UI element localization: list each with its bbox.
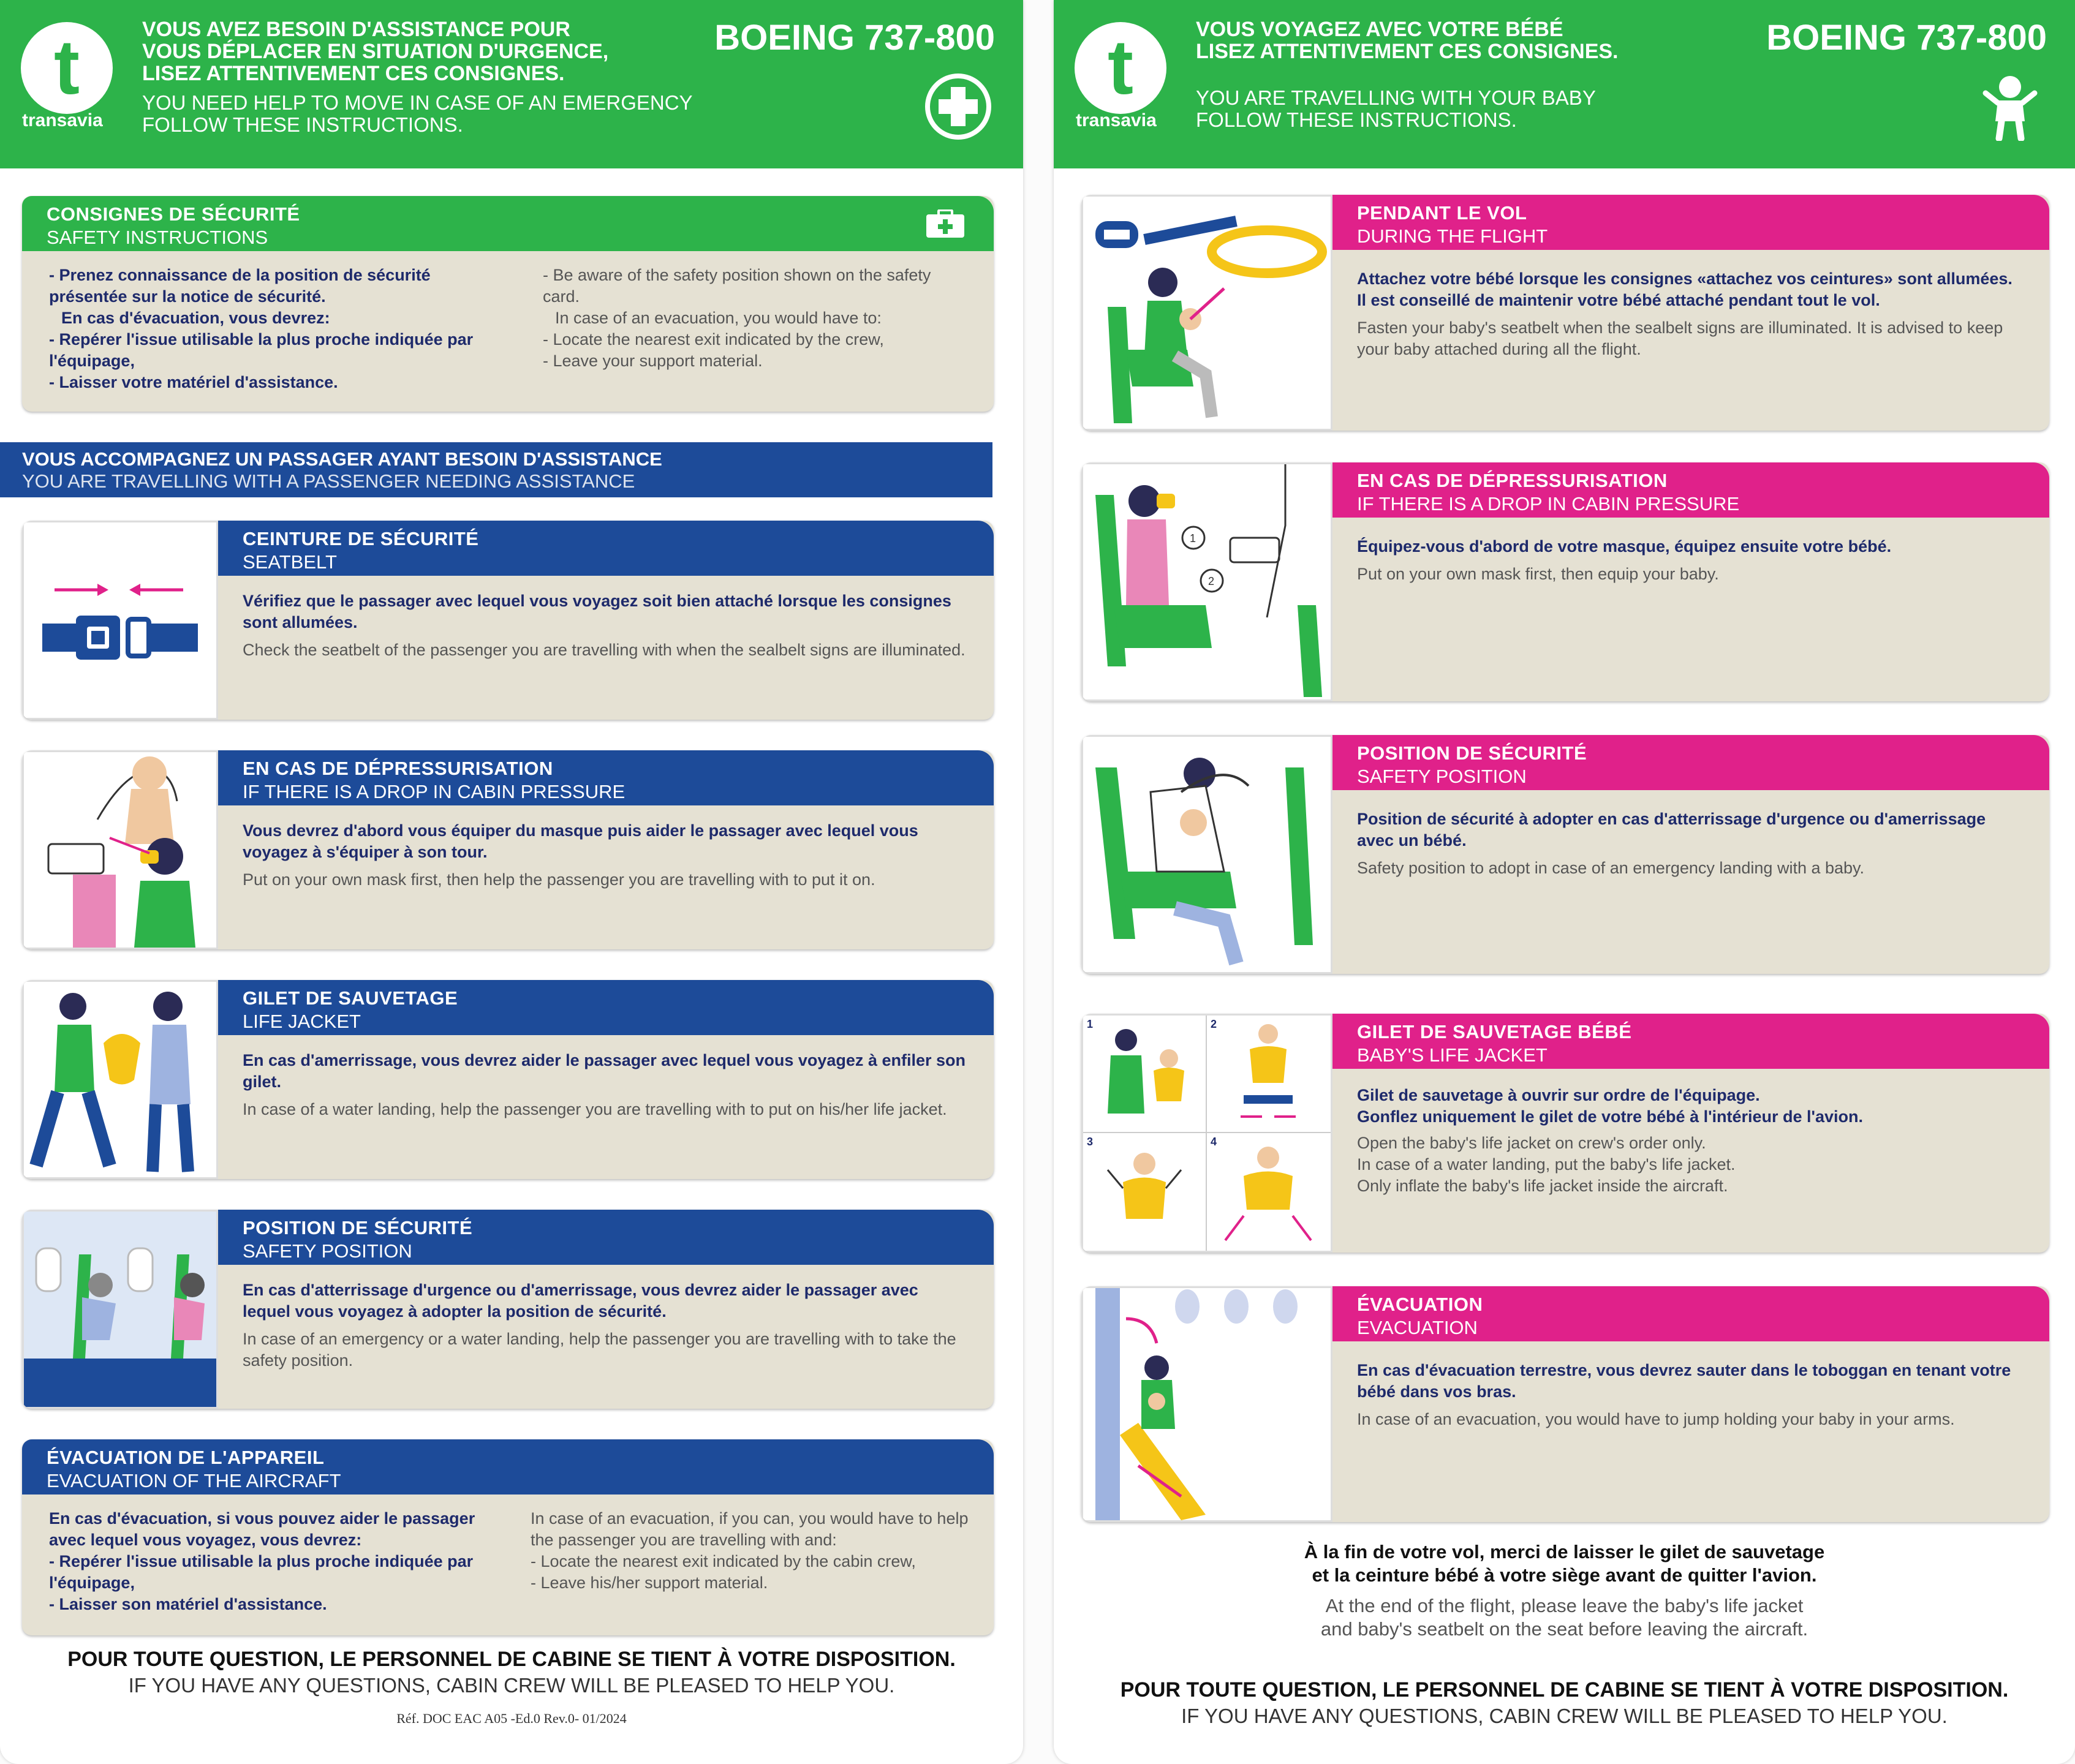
end-note-fr-1: À la fin de votre vol, merci de laisser le gilet de sauvetage bbox=[1304, 1541, 1825, 1562]
panel-depressurisation bbox=[22, 750, 994, 949]
header-title-fr: VOUS VOYAGEZ AVEC VOTRE BÉBÉ LISEZ ATTENTIVEMENT CES CONSIGNES. bbox=[1196, 18, 1619, 63]
panel-body bbox=[22, 251, 994, 412]
title-fr: EN CAS DE DÉPRESSURISATION bbox=[243, 758, 553, 779]
title-fr: ÉVACUATION bbox=[1357, 1294, 1483, 1315]
text-fr: Attachez votre bébé lorsque les consignes «attachez vos ceintures» sont allumées. Il est conseillé de maintenir votre bébé attaché pendant tout le vol. bbox=[1357, 270, 2013, 309]
text-fr-2: - Repérer l'issue utilisable la plus proche indiquée par l'équipage, bbox=[49, 1552, 474, 1592]
life-jacket-illustration bbox=[22, 980, 218, 1179]
text-en: Fasten your baby's seatbelt when the sealbelt signs are illuminated. It is advised to keep your baby attached during all the flight. bbox=[1357, 318, 2003, 358]
text-en: Put on your own mask first, then help the passenger you are travelling with to put it on. bbox=[243, 870, 875, 889]
panel-seatbelt bbox=[22, 521, 994, 720]
baby-slide-illustration bbox=[1081, 1286, 1332, 1522]
baby-mask-illustration bbox=[1081, 462, 1332, 701]
baby-belt-icon bbox=[1083, 197, 1331, 429]
transavia-logo: t bbox=[1075, 22, 1166, 114]
text-en: In case of an evacuation, you would have to jump holding your baby in your arms. bbox=[1357, 1410, 1955, 1428]
baby-oxygen-mask-icon bbox=[1083, 464, 1331, 699]
header-title-fr: VOUS AVEZ BESOIN D'ASSISTANCE POUR VOUS DÉPLACER EN SITUATION D'URGENCE, LISEZ ATTENTIVEMENT CES CONSIGNES. bbox=[142, 18, 609, 85]
text-en: Put on your own mask first, then equip your baby. bbox=[1357, 565, 1719, 583]
panel-evacuation bbox=[22, 1439, 994, 1635]
text-fr: Équipez-vous d'abord de votre masque, équipez ensuite votre bébé. bbox=[1357, 537, 1892, 556]
title-en: EVACUATION OF THE AIRCRAFT bbox=[47, 1470, 341, 1491]
text-fr: En cas d'évacuation terrestre, vous devrez sauter dans le toboggan en tenant votre bébé dans vos bras. bbox=[1357, 1361, 2011, 1401]
panel-title bbox=[1332, 1286, 2049, 1341]
panel-title bbox=[218, 750, 994, 805]
footer bbox=[1054, 1678, 2075, 1728]
text-en-3: - Leave his/her support material. bbox=[531, 1574, 768, 1592]
panel-body bbox=[1332, 250, 2049, 431]
title-en: SEATBELT bbox=[243, 551, 337, 573]
panel-baby-safety-position bbox=[1081, 735, 2049, 974]
section-bar-accompany bbox=[0, 442, 992, 497]
step-number: 3 bbox=[1087, 1136, 1094, 1148]
document-reference: Réf. DOC EAC A05 -Ed.0 Rev.0- 01/2024 bbox=[396, 1711, 627, 1726]
end-note-en-1: At the end of the flight, please leave the baby's life jacket bbox=[1325, 1595, 1804, 1616]
end-of-flight-note bbox=[1054, 1540, 2075, 1641]
panel-body bbox=[1332, 518, 2049, 701]
title-en: BABY'S LIFE JACKET bbox=[1357, 1044, 1548, 1066]
step-4-panel bbox=[1207, 1133, 1331, 1251]
title-fr: GILET DE SAUVETAGE BÉBÉ bbox=[1357, 1021, 1632, 1042]
card-passenger-assistance bbox=[0, 0, 1023, 1764]
text-en: In case of a water landing, help the passenger you are travelling with to put on his/her life jacket. bbox=[243, 1100, 947, 1118]
panel-life-jacket bbox=[22, 980, 994, 1179]
step-2-icon bbox=[1207, 1016, 1329, 1132]
brand-name: transavia bbox=[1076, 110, 1157, 130]
text-en-1: Open the baby's life jacket on crew's order only. bbox=[1357, 1134, 1706, 1152]
header bbox=[0, 0, 1023, 168]
header-title-en: YOU ARE TRAVELLING WITH YOUR BABY FOLLOW THESE INSTRUCTIONS. bbox=[1196, 86, 1596, 131]
life-jacket-icon bbox=[24, 982, 216, 1177]
panel-baby-depressurisation bbox=[1081, 462, 2049, 701]
baby-icon bbox=[1976, 72, 2044, 141]
aircraft-model: BOEING 737-800 bbox=[1766, 18, 2047, 58]
baby-brace-position-icon bbox=[1083, 737, 1331, 972]
text-en-3: - Locate the nearest exit indicated by the crew, bbox=[543, 330, 884, 349]
panel-body bbox=[22, 1494, 994, 1635]
text-fr-4: - Laisser votre matériel d'assistance. bbox=[49, 373, 338, 391]
text-fr: En cas d'amerrissage, vous devrez aider le passager avec lequel vous voyagez à enfiler son gilet. bbox=[243, 1051, 966, 1091]
text-fr: Vous devrez d'abord vous équiper du masque puis aider le passager avec lequel vous voyagez à s'équiper à son tour. bbox=[243, 821, 918, 861]
title-fr: POSITION DE SÉCURITÉ bbox=[1357, 742, 1587, 764]
seatbelt-icon bbox=[24, 522, 216, 718]
text-en: Check the seatbelt of the passenger you are travelling with when the sealbelt signs are illuminated. bbox=[243, 641, 966, 659]
panel-body bbox=[1332, 1341, 2049, 1522]
text-fr: Position de sécurité à adopter en cas d'atterrissage d'urgence ou d'amerrissage avec un bébé. bbox=[1357, 810, 1986, 850]
seatbelt-illustration bbox=[22, 521, 218, 720]
title-en: DURING THE FLIGHT bbox=[1357, 225, 1548, 247]
panel-body bbox=[218, 1035, 994, 1179]
panel-title bbox=[1332, 735, 2049, 790]
brace-position-icon bbox=[24, 1212, 216, 1407]
step-3-icon bbox=[1083, 1133, 1206, 1250]
panel-title bbox=[1332, 462, 2049, 518]
title-fr: GILET DE SAUVETAGE bbox=[243, 987, 458, 1009]
panel-body bbox=[218, 576, 994, 720]
panel-title bbox=[1332, 195, 2049, 250]
panel-safety-position bbox=[22, 1210, 994, 1409]
end-note-fr-2: et la ceinture bébé à votre siège avant de quitter l'avion. bbox=[1312, 1564, 1817, 1586]
panel-body bbox=[218, 805, 994, 949]
text-fr-1: Gilet de sauvetage à ouvrir sur ordre de l'équipage. bbox=[1357, 1086, 1760, 1104]
depressurisation-illustration bbox=[22, 750, 218, 949]
title-en: LIFE JACKET bbox=[243, 1011, 361, 1032]
first-aid-cross-icon bbox=[924, 72, 992, 141]
panel-title bbox=[218, 980, 994, 1035]
panel-during-flight bbox=[1081, 195, 2049, 431]
footer-fr: POUR TOUTE QUESTION, LE PERSONNEL DE CABINE SE TIENT À VOTRE DISPOSITION. bbox=[67, 1648, 956, 1671]
header bbox=[1054, 0, 2075, 168]
aircraft-model: BOEING 737-800 bbox=[714, 18, 995, 58]
title-fr: PENDANT LE VOL bbox=[1357, 202, 1527, 224]
text-fr-1: En cas d'évacuation, si vous pouvez aider le passager avec lequel vous voyagez, vous devrez: bbox=[49, 1509, 475, 1549]
step-number: 1 bbox=[1087, 1018, 1094, 1030]
baby-seatbelt-illustration bbox=[1081, 195, 1332, 431]
text-en-4: - Leave your support material. bbox=[543, 352, 763, 370]
text-en-2: In case of an evacuation, you would have to: bbox=[555, 309, 882, 327]
section-title-fr: VOUS ACCOMPAGNEZ UN PASSAGER AYANT BESOIN D'ASSISTANCE bbox=[22, 448, 662, 470]
text-en-2: In case of a water landing, put the baby's life jacket. bbox=[1357, 1155, 1736, 1174]
panel-body bbox=[218, 1265, 994, 1409]
end-note-en-2: and baby's seatbelt on the seat before leaving the aircraft. bbox=[1320, 1618, 1809, 1640]
section-title-en: YOU ARE TRAVELLING WITH A PASSENGER NEEDING ASSISTANCE bbox=[22, 470, 635, 492]
panel-title bbox=[218, 1210, 994, 1265]
baby-life-jacket-illustration bbox=[1081, 1014, 1332, 1253]
text-en-1: In case of an evacuation, if you can, you would have to help the passenger you are travelling with and: bbox=[531, 1509, 969, 1549]
title-fr: EN CAS DE DÉPRESSURISATION bbox=[1357, 470, 1668, 491]
text-en-3: Only inflate the baby's life jacket inside the aircraft. bbox=[1357, 1177, 1728, 1195]
footer-en: IF YOU HAVE ANY QUESTIONS, CABIN CREW WILL BE PLEASED TO HELP YOU. bbox=[128, 1674, 895, 1697]
title-fr: ÉVACUATION DE L'APPAREIL bbox=[47, 1447, 325, 1468]
title-en: SAFETY POSITION bbox=[1357, 766, 1527, 787]
safety-position-illustration bbox=[22, 1210, 218, 1409]
text-en-2: - Locate the nearest exit indicated by the cabin crew, bbox=[531, 1552, 916, 1570]
header-title-en: YOU NEED HELP TO MOVE IN CASE OF AN EMERGENCY FOLLOW THESE INSTRUCTIONS. bbox=[142, 91, 693, 136]
panel-title bbox=[1332, 1014, 2049, 1069]
text-fr-2: En cas d'évacuation, vous devrez: bbox=[61, 309, 330, 327]
transavia-logo: t bbox=[21, 22, 113, 114]
first-aid-kit-icon bbox=[925, 209, 966, 239]
brand-name: transavia bbox=[22, 110, 103, 130]
panel-baby-life-jacket bbox=[1081, 1014, 2049, 1253]
title-fr: CEINTURE DE SÉCURITÉ bbox=[243, 528, 479, 549]
title-en: IF THERE IS A DROP IN CABIN PRESSURE bbox=[243, 781, 626, 802]
text-fr-1: - Prenez connaissance de la position de sécurité présentée sur la notice de sécurité. bbox=[49, 266, 431, 306]
text-en: In case of an emergency or a water landing, help the passenger you are travelling with to take the safety position. bbox=[243, 1330, 956, 1370]
step-1-icon bbox=[1083, 1016, 1206, 1132]
title-en: EVACUATION bbox=[1357, 1317, 1478, 1338]
panel-baby-evacuation bbox=[1081, 1286, 2049, 1522]
evacuation-slide-icon bbox=[1083, 1288, 1331, 1520]
text-fr-3: - Repérer l'issue utilisable la plus proche indiquée par l'équipage, bbox=[49, 330, 474, 370]
step-3-panel bbox=[1083, 1133, 1207, 1251]
step-2-panel bbox=[1207, 1016, 1331, 1133]
oxygen-mask-icon bbox=[24, 752, 216, 948]
panel-body bbox=[1332, 790, 2049, 974]
text-fr: En cas d'atterrissage d'urgence ou d'amerrissage, vous devrez aider le passager avec lequel vous voyagez à adopter la position de sécurité. bbox=[243, 1281, 918, 1321]
step-2-marker: 2 bbox=[1208, 575, 1215, 587]
step-1-marker: 1 bbox=[1190, 532, 1196, 545]
text-fr-3: - Laisser son matériel d'assistance. bbox=[49, 1595, 327, 1613]
step-4-icon bbox=[1207, 1133, 1329, 1250]
baby-brace-illustration bbox=[1081, 735, 1332, 974]
step-1-panel bbox=[1083, 1016, 1207, 1133]
title-en: IF THERE IS A DROP IN CABIN PRESSURE bbox=[1357, 493, 1740, 514]
footer-en: IF YOU HAVE ANY QUESTIONS, CABIN CREW WILL BE PLEASED TO HELP YOU. bbox=[1181, 1705, 1948, 1727]
card-travelling-with-baby bbox=[1054, 0, 2075, 1764]
panel-title bbox=[218, 521, 994, 576]
panel-body bbox=[1332, 1069, 2049, 1253]
text-fr-2: Gonflez uniquement le gilet de votre bébé à l'intérieur de l'avion. bbox=[1357, 1107, 1863, 1126]
title-fr: POSITION DE SÉCURITÉ bbox=[243, 1217, 473, 1238]
step-number: 2 bbox=[1211, 1018, 1217, 1030]
text-fr: Vérifiez que le passager avec lequel vous voyagez soit bien attaché lorsque les consignes sont allumées. bbox=[243, 592, 951, 631]
panel-safety-instructions bbox=[22, 196, 994, 412]
panel-title bbox=[22, 196, 994, 251]
footer-fr: POUR TOUTE QUESTION, LE PERSONNEL DE CABINE SE TIENT À VOTRE DISPOSITION. bbox=[1120, 1678, 2009, 1702]
title-en: SAFETY INSTRUCTIONS bbox=[47, 227, 268, 248]
footer bbox=[0, 1648, 1023, 1727]
title-en: SAFETY POSITION bbox=[243, 1240, 412, 1262]
text-en-1: - Be aware of the safety position shown on the safety card. bbox=[543, 266, 931, 306]
step-number: 4 bbox=[1211, 1136, 1217, 1148]
panel-title bbox=[22, 1439, 994, 1494]
title-fr: CONSIGNES DE SÉCURITÉ bbox=[47, 203, 300, 225]
text-en: Safety position to adopt in case of an emergency landing with a baby. bbox=[1357, 859, 1865, 877]
